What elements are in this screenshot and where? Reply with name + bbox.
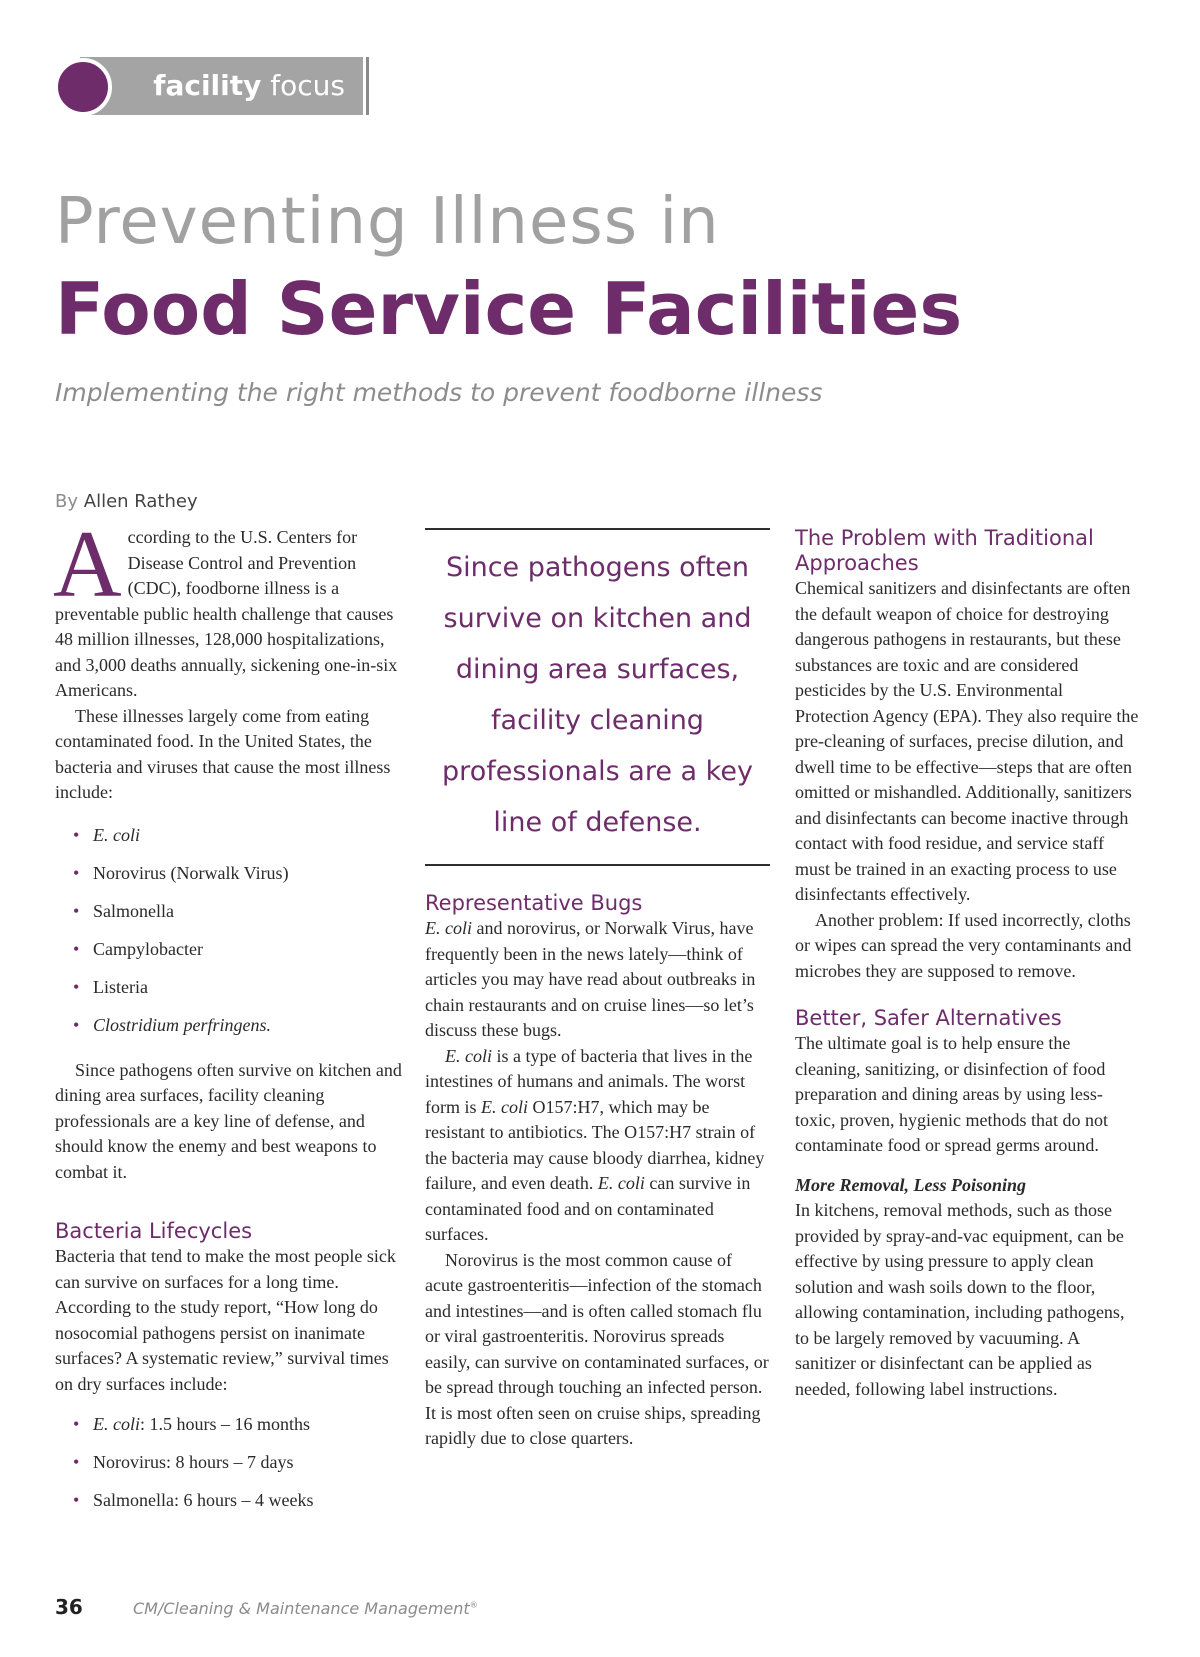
publication-name: CM/Cleaning & Maintenance Management® [133, 1599, 478, 1618]
paragraph-illnesses: These illnesses largely come from eating contaminated food. In the United States, the bacteria and viruses that cause the most illness include: [55, 705, 391, 802]
paragraph-lifecycles: Bacteria that tend to make the most people sick can survive on surfaces for a long time. According to the study report, “How long do nosocomial pathogens persist on inanimate surfaces? A systematic review,” survival times on dry surfaces include: [55, 1246, 396, 1394]
list-item: • Salmonella: 6 hours – 4 weeks [73, 1481, 405, 1519]
section-tag-rule [366, 57, 369, 115]
deck-subtitle: Implementing the right methods to prevent foodborne illness [55, 378, 823, 407]
pathogen-list [55, 816, 405, 1044]
headline-line-2: Food Service Facilities [55, 267, 963, 351]
list-item: • Clostridium perfringens. [73, 1006, 405, 1044]
byline [55, 491, 198, 512]
byline-by: By [55, 491, 79, 512]
list-item: • E. coli: 1.5 hours – 16 months [73, 1405, 405, 1443]
headline [55, 180, 1155, 354]
paragraph-ecoli: E. coli is a type of bacteria that lives in the intestines of humans and animals. The worst form is E. coli O157:H7, which may be resistant to antibiotics. The O157:H7 strain of the bacteria may cause bloody diarrhea, kidney failure, and even death. E. coli can survive in contaminated food and on contaminated surfaces. [425, 1045, 765, 1244]
column-3 [795, 528, 1140, 1402]
section-tag-light: focus [270, 69, 345, 102]
paragraph-another-problem: Another problem: If used incorrectly, cloths or wipes can spread the very contaminants and microbes they are supposed to remove. [795, 909, 1132, 981]
paragraph-defense: Since pathogens often survive on kitchen and dining area surfaces, facility cleaning professionals are a key line of defense, and should know the enemy and best weapons to combat it. [55, 1059, 402, 1182]
heading-representative-bugs: Representative Bugs [425, 891, 643, 915]
page-footer [55, 1595, 478, 1619]
column-1 [53, 511, 405, 1533]
survival-list [55, 1405, 405, 1519]
drop-cap: A [53, 511, 122, 617]
list-item: • Campylobacter [73, 930, 405, 968]
section-tag [55, 57, 367, 115]
section-tag-bar [80, 57, 363, 115]
byline-author: Allen Rathey [83, 491, 198, 512]
paragraph-norovirus: Norovirus is the most common cause of acute gastroenteritis—infection of the stomach and intestines—and is often called stomach flu or viral gastroenteritis. Norovirus spreads easily, can survive on contaminated surfaces, or be spread through touching an infected person. It is most often seen on cruise ships, spreading rapidly due to close quarters. [425, 1249, 769, 1448]
column-2 [425, 528, 770, 1452]
list-item: • Salmonella [73, 892, 405, 930]
section-tag-bold: facility [153, 69, 262, 102]
intro-text: ccording to the U.S. Centers for Disease Control and Prevention (CDC), foodborne illness is a preventable public health challenge that causes 48 million illnesses, 128,000 hospitalizations, and 3,000 deaths annually, sickening one-in-six Americans. [55, 527, 398, 700]
page-number: 36 [55, 1595, 83, 1619]
section-tag-dot-icon [54, 58, 112, 116]
list-item: • Norovirus: 8 hours – 7 days [73, 1443, 405, 1481]
heading-more-removal: More Removal, Less Poisoning [795, 1174, 1027, 1195]
paragraph-chemical: Chemical sanitizers and disinfectants are often the default weapon of choice for destroying dangerous pathogens in restaurants, but these substances are toxic and are considered pesticides by the U.S. Environmental Protection Agency (EPA). They also require the pre-cleaning of surfaces, precise dilution, and dwell time to be effective—steps that are often omitted or mishandled. Additionally, sanitizers and disinfectants can become inactive through contact with food residue, and service staff must be trained in an exacting process to use disinfectants effectively. [795, 578, 1139, 904]
headline-line-1: Preventing Illness in [55, 185, 720, 259]
paragraph-goal: The ultimate goal is to help ensure the cleaning, sanitizing, or disinfection of food preparation and dining areas by using less-toxic, proven, hygienic methods that do not contaminate food or spread germs around. [795, 1033, 1108, 1155]
intro-paragraph [53, 511, 405, 704]
list-item: • Listeria [73, 968, 405, 1006]
heading-bacteria-lifecycles: Bacteria Lifecycles [55, 1219, 253, 1243]
list-item: • E. coli [73, 816, 405, 854]
heading-problem-traditional: The Problem with Traditional Approaches [795, 526, 1094, 575]
list-item: • Norovirus (Norwalk Virus) [73, 854, 405, 892]
pull-quote: Since pathogens often survive on kitchen and dining area surfaces, facility cleaning professionals are a key line of defense. [425, 528, 770, 866]
paragraph-removal: In kitchens, removal methods, such as those provided by spray-and-vac equipment, can be effective by using pressure to apply clean solution and wash soils down to the floor, allowing contamination, including pathogens, to be largely removed by vacuuming. A sanitizer or disinfectant can be applied as needed, following label instructions. [795, 1200, 1125, 1399]
paragraph-bugs: E. coli and norovirus, or Norwalk Virus, have frequently been in the news lately—think of articles you may have read about outbreaks in chain restaurants and on cruise lines—so let’s discuss these bugs. [425, 918, 756, 1040]
registered-mark: ® [469, 1600, 478, 1610]
heading-better-alternatives: Better, Safer Alternatives [795, 1006, 1062, 1030]
